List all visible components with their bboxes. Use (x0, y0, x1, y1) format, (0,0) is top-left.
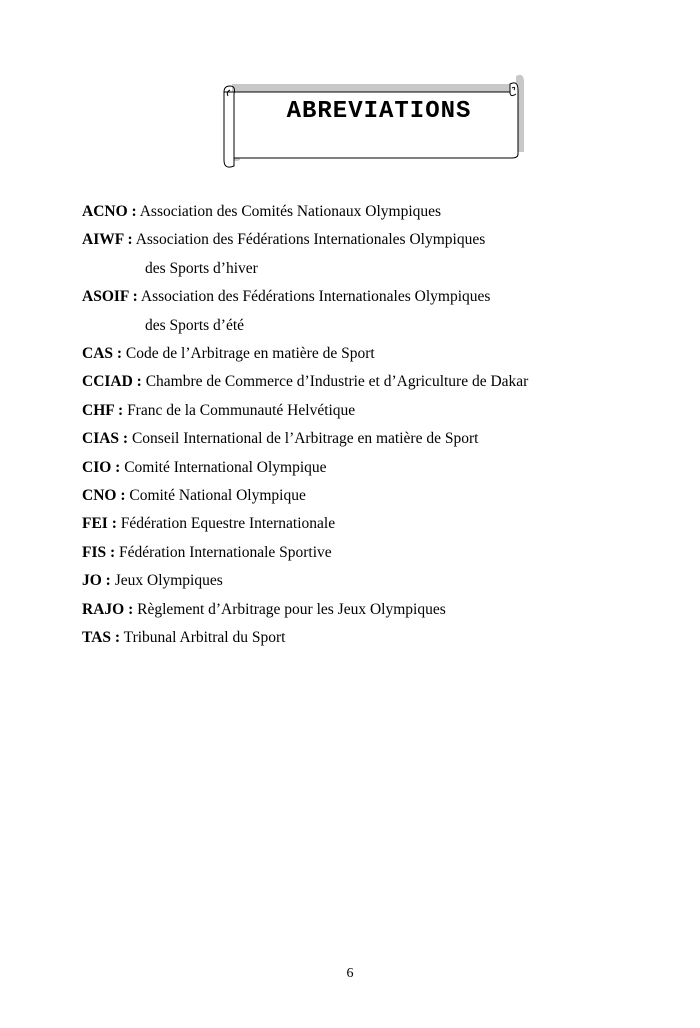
abbreviation-definition: Conseil International de l’Arbitrage en matière de Sport (131, 430, 479, 448)
list-item (82, 510, 682, 538)
page-title: ABREVIATIONS (286, 98, 472, 125)
list-item (82, 624, 682, 652)
abbreviation-definition: Fédération Equestre Internationale (120, 515, 336, 533)
abbreviation-key: AIWF : (82, 231, 133, 249)
abbreviation-definition: Comité International Olympique (124, 458, 327, 476)
list-item (82, 567, 682, 595)
abbreviation-list (82, 198, 682, 653)
abbreviation-key: FIS : (82, 543, 116, 561)
list-item (82, 596, 682, 624)
abbreviation-definition: Fédération Internationale Sportive (119, 543, 332, 561)
abbreviation-key: CCIAD : (82, 373, 142, 391)
abbreviation-definition: Association des Comités Nationaux Olympiques (139, 203, 442, 220)
list-item (82, 397, 682, 425)
abbreviation-key: CAS : (82, 345, 123, 363)
list-item (82, 482, 682, 510)
abbreviation-definition: Association des Fédérations Internationales Olympiques (135, 231, 486, 249)
list-item (82, 425, 682, 453)
abbreviation-key: ACNO : (82, 203, 137, 220)
abbreviation-key: CIAS : (82, 430, 129, 448)
abbreviation-key: ASOIF : (82, 288, 138, 306)
list-item (82, 283, 682, 340)
abbreviation-key: FEI : (82, 515, 117, 533)
abbreviation-definition-continuation: des Sports d’été (145, 316, 245, 334)
title-banner (206, 70, 536, 175)
list-item (82, 454, 682, 482)
abbreviation-definition: Tribunal Arbitral du Sport (123, 629, 286, 647)
list-item (82, 340, 682, 368)
abbreviation-key: CIO : (82, 458, 121, 476)
list-item (82, 368, 682, 396)
page-number: 6 (346, 966, 354, 981)
abbreviation-definition: Jeux Olympiques (114, 572, 223, 590)
list-item (82, 539, 682, 567)
abbreviation-definition: Chambre de Commerce d’Industrie et d’Agriculture de Dakar (145, 373, 529, 391)
list-item (82, 198, 682, 226)
abbreviation-key: RAJO : (82, 600, 134, 618)
list-item (82, 226, 682, 283)
abbreviation-key: JO : (82, 572, 111, 590)
abbreviation-definition: Code de l’Arbitrage en matière de Sport (125, 345, 375, 363)
abbreviation-key: CHF : (82, 401, 124, 419)
abbreviation-definition: Franc de la Communauté Helvétique (127, 401, 356, 419)
abbreviation-definition-continuation: des Sports d’hiver (145, 259, 258, 277)
abbreviation-key: TAS : (82, 629, 121, 647)
abbreviation-definition: Association des Fédérations Internationales Olympiques (140, 288, 491, 306)
abbreviation-definition: Règlement d’Arbitrage pour les Jeux Olympiques (137, 600, 446, 618)
abbreviation-key: CNO : (82, 487, 126, 505)
abbreviation-definition: Comité National Olympique (129, 487, 306, 505)
